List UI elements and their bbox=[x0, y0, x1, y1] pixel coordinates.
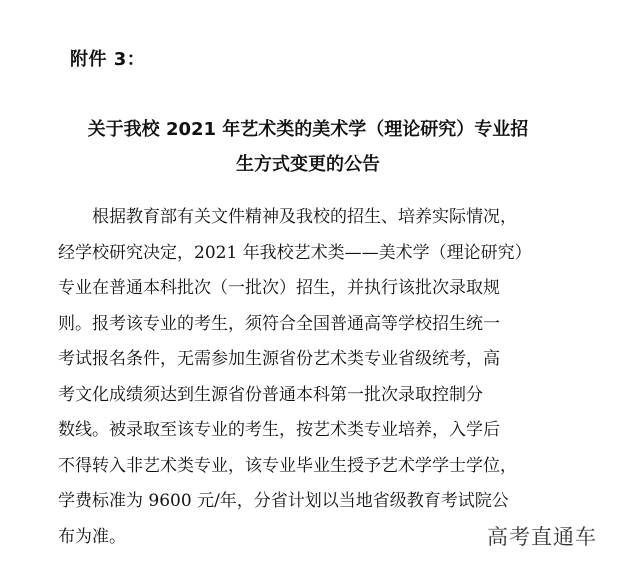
title-line: 生方式变更的公告 bbox=[236, 154, 380, 175]
attachment-label: 附件 3： bbox=[70, 49, 146, 70]
body-line: 则。报考该专业的考生，须符合全国普通高等学校招生统一 bbox=[58, 313, 500, 334]
document-title bbox=[62, 112, 554, 182]
title-line: 关于我校 2021 年艺术类的美术学（理论研究）专业招 bbox=[87, 119, 529, 140]
body-line: 布为准。 bbox=[58, 526, 126, 547]
body-line: 数线。被录取至该专业的考生，按艺术类专业培养，入学后 bbox=[58, 420, 500, 440]
body-line: 经学校研究决定，2021 年我校艺术类——美术学（理论研究） bbox=[58, 242, 532, 263]
source-watermark: 高考直通车 bbox=[487, 525, 597, 549]
announcement-body bbox=[58, 200, 568, 555]
body-line: 考文化成绩须达到生源省份普通本科第一批次录取控制分 bbox=[58, 384, 483, 405]
body-line: 学费标准为 9600 元/年，分省计划以当地省级教育考试院公 bbox=[58, 491, 509, 511]
body-line: 不得转入非艺术类专业，该专业毕业生授予艺术学学士学位， bbox=[58, 455, 517, 476]
body-line: 根据教育部有关文件精神及我校的招生、培养实际情况， bbox=[58, 207, 517, 227]
body-line: 考试报名条件，无需参加生源省份艺术类专业省级统考，高 bbox=[58, 349, 500, 369]
body-line: 专业在普通本科批次（一批次）招生，并执行该批次录取规 bbox=[58, 278, 500, 298]
